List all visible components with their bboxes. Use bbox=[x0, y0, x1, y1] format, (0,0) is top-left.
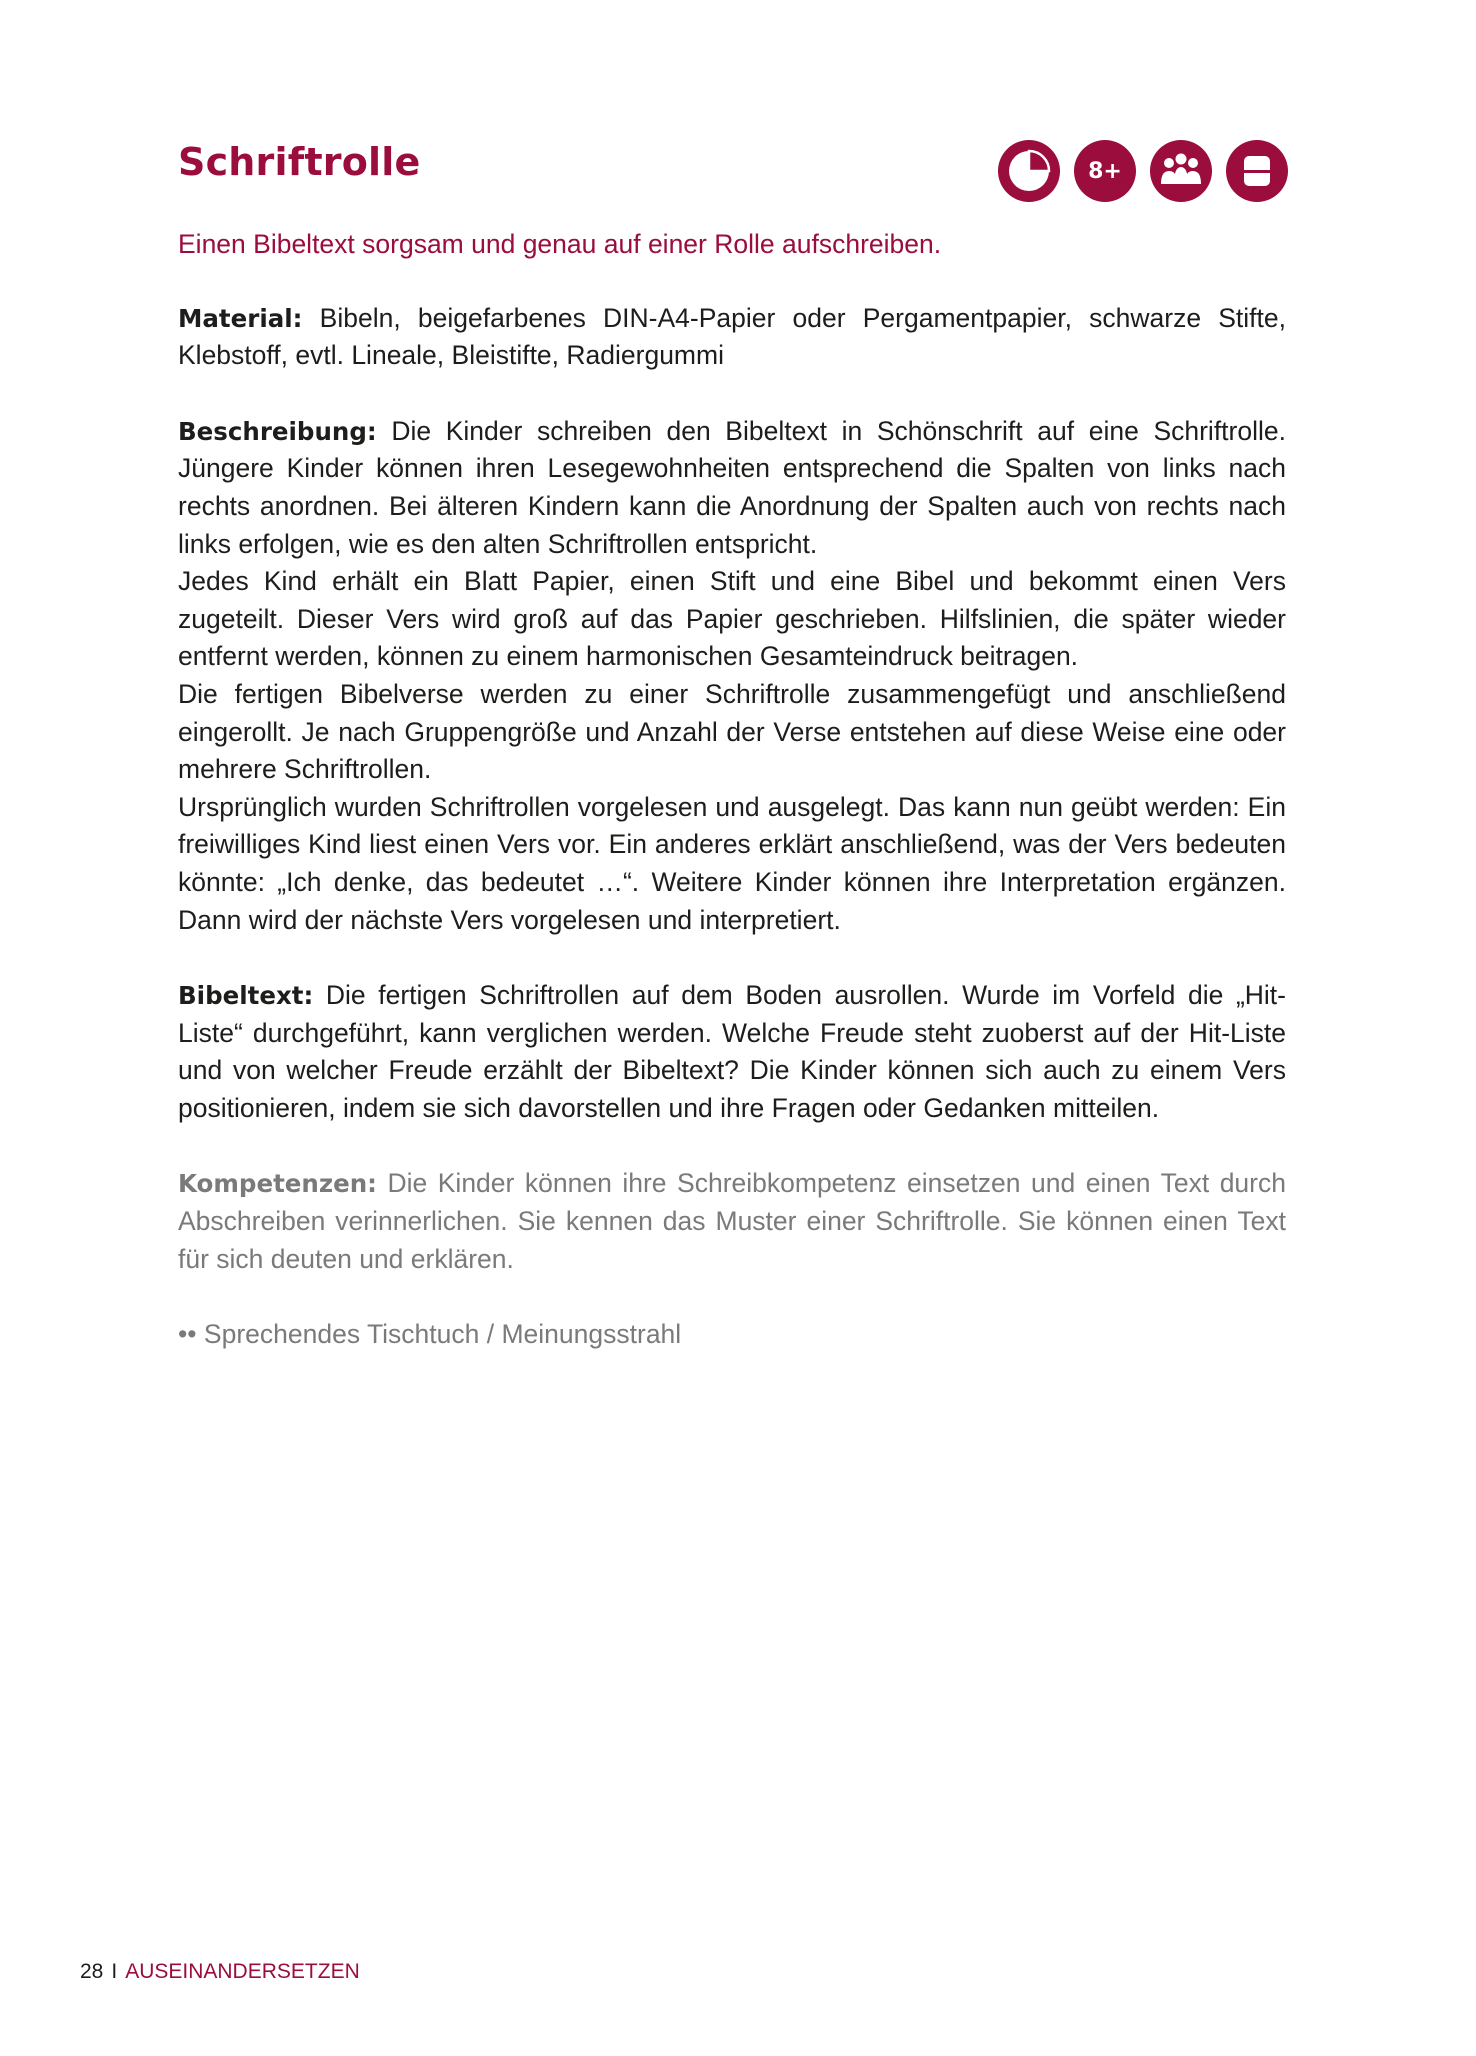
table-icon bbox=[1226, 140, 1288, 202]
activity-icons bbox=[998, 140, 1288, 204]
beschreibung-p1: Die Kinder schreiben den Bibeltext in Schönschrift auf eine Schriftrolle. Jüngere Kinder können ihren Lesegewohnheiten entsprechend die Spalten von links nach rechts anordnen. Bei älteren Kindern kann die Anordnung der Spalten auch von rechts nach links erfolgen, wie es den alten Schriftrollen entspricht. bbox=[178, 415, 1286, 559]
beschreibung-p4: Ursprünglich wurden Schriftrollen vorgelesen und ausgelegt. Das kann nun geübt werden: Ein freiwilliges Kind liest einen Vers vor. Ein anderes erklärt anschließend, was der Vers bedeuten könnte: „Ich denke, das bedeutet …“. Weitere Kinder können ihre Interpretation ergänzen. Dann wird der nächste Vers vorgelesen und interpretiert. bbox=[178, 791, 1286, 935]
time-quarter-pie-icon bbox=[998, 140, 1060, 202]
material-label: Material: bbox=[178, 303, 303, 333]
age-badge-label: 8+ bbox=[1088, 158, 1122, 184]
bibeltext-text: Die fertigen Schriftrollen auf dem Boden ausrollen. Wurde im Vorfeld die „Hit-Liste“ durchgeführt, kann verglichen werden. Welche Freude steht zuoberst auf der Hit-Liste und von welcher Freude erzählt der Bibeltext? Die Kinder können sich auch zu einem Vers positionieren, indem sie sich davorstellen und ihre Fragen oder Gedanken mitteilen. bbox=[178, 980, 1286, 1123]
intro-text: Einen Bibeltext sorgsam und genau auf einer Rolle aufschreiben. bbox=[178, 229, 942, 259]
beschreibung-p3: Die fertigen Bibelverse werden zu einer Schriftrolle zusammengefügt und anschließend eingerollt. Je nach Gruppengröße und Anzahl der Verse entstehen auf diese Weise eine oder mehrere Schriftrollen. bbox=[178, 678, 1286, 785]
kompetenzen-label: Kompetenzen: bbox=[178, 1169, 377, 1199]
age-badge-icon bbox=[1074, 140, 1136, 202]
material-section bbox=[178, 300, 1286, 375]
page-footer bbox=[80, 1960, 360, 1984]
bibeltext-section bbox=[178, 977, 1286, 1127]
bibeltext-label: Bibeltext: bbox=[178, 981, 314, 1011]
beschreibung-section bbox=[178, 413, 1286, 939]
page-number: 28 bbox=[80, 1960, 104, 1983]
cross-reference: •• Sprechendes Tischtuch / Meinungsstrahl bbox=[178, 1319, 682, 1350]
material-text: Bibeln, beigefarbenes DIN-A4-Papier oder Pergamentpapier, schwarze Stifte, Klebstoff, evtl. Lineale, Bleistifte, Radiergummi bbox=[178, 302, 1286, 371]
kompetenzen-section bbox=[178, 1165, 1286, 1278]
footer-separator: I bbox=[111, 1960, 118, 1983]
section-name: AUSEINANDERSETZEN bbox=[125, 1960, 360, 1983]
beschreibung-label: Beschreibung: bbox=[178, 416, 377, 446]
group-icon bbox=[1150, 140, 1212, 202]
content bbox=[178, 226, 1286, 1354]
kompetenzen-text: Die Kinder können ihre Schreibkompetenz einsetzen und einen Text durch Abschreiben verinnerlichen. Sie kennen das Muster einer Schriftrolle. Sie können einen Text für sich deuten und erklären. bbox=[178, 1168, 1286, 1274]
beschreibung-p2: Jedes Kind erhält ein Blatt Papier, einen Stift und eine Bibel und bekommt einen Vers zugeteilt. Dieser Vers wird groß auf das Papier geschrieben. Hilfslinien, die später wieder entfernt werden, können zu einem harmonischen Gesamteindruck beitragen. bbox=[178, 566, 1286, 672]
page-title: Schriftrolle bbox=[178, 140, 421, 184]
